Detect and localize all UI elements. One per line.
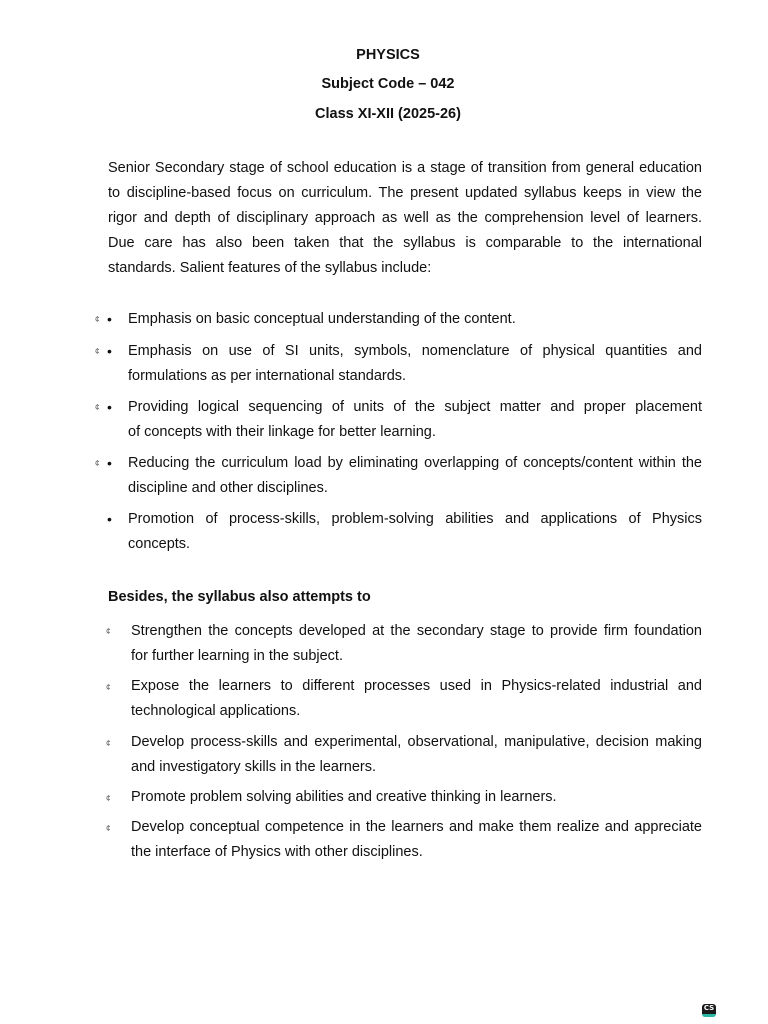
subject-code: Subject Code – 042: [321, 76, 455, 92]
bullet-icon: •: [107, 311, 112, 327]
aim-line: the interface of Physics with other disciplines.: [131, 844, 423, 860]
stray-mark: ¢: [106, 627, 111, 636]
feature-line: discipline and other disciplines.: [128, 480, 328, 496]
aim-line: technological applications.: [131, 703, 301, 719]
bullet-icon: •: [107, 343, 112, 359]
feature-item: [128, 507, 702, 557]
bullet-icon: •: [107, 511, 112, 527]
feature-item: [128, 339, 702, 389]
aim-line: Develop conceptual competence in the learners and make them realize and appreciate: [131, 819, 702, 835]
aim-line: Develop process-skills and experimental, observational, manipulative, decision making: [131, 734, 702, 750]
bullet-icon: •: [107, 455, 112, 471]
feature-item: [128, 395, 702, 445]
aims-heading: Besides, the syllabus also attempts to: [108, 589, 371, 605]
aim-item: [131, 785, 702, 810]
feature-line: Emphasis on basic conceptual understanding of the content.: [128, 311, 516, 327]
stray-mark: ¢: [95, 347, 100, 356]
class-range: Class XI-XII (2025-26): [315, 106, 461, 122]
aim-line: and investigatory skills in the learners.: [131, 759, 377, 775]
feature-line: Providing logical sequencing of units of the subject matter and proper placement: [128, 399, 702, 415]
aim-item: [131, 674, 702, 724]
stray-mark: ¢: [106, 683, 111, 692]
feature-line: formulations as per international standards.: [128, 368, 407, 384]
intro-line: Due care has also been taken that the syllabus is comparable to the international: [108, 235, 702, 251]
stray-mark: ¢: [106, 794, 111, 803]
feature-line: of concepts with their linkage for better learning.: [128, 424, 436, 440]
aim-item: [131, 619, 702, 669]
bullet-icon: •: [107, 399, 112, 415]
feature-item: [128, 451, 702, 501]
stray-mark: ¢: [95, 315, 100, 324]
feature-line: Reducing the curriculum load by eliminating overlapping of concepts/content within the: [128, 455, 702, 471]
feature-line: Promotion of process-skills, problem-solving abilities and applications of Physics: [128, 511, 702, 527]
camscanner-badge-icon: CS: [702, 1004, 716, 1017]
stray-mark: ¢: [95, 403, 100, 412]
intro-line: to discipline-based focus on curriculum. The present updated syllabus keeps in view the: [108, 185, 702, 201]
intro-line: Senior Secondary stage of school education is a stage of transition from general education: [108, 160, 702, 176]
intro-line: standards. Salient features of the syllabus include:: [108, 260, 432, 276]
aim-line: Promote problem solving abilities and creative thinking in learners.: [131, 789, 557, 805]
aim-line: Expose the learners to different processes used in Physics-related industrial and: [131, 678, 702, 694]
feature-line: Emphasis on use of SI units, symbols, nomenclature of physical quantities and: [128, 343, 702, 359]
stray-mark: ¢: [95, 459, 100, 468]
aim-item: [131, 730, 702, 780]
aim-item: [131, 815, 702, 865]
aim-line: Strengthen the concepts developed at the secondary stage to provide firm foundation: [131, 623, 702, 639]
stray-mark: ¢: [106, 739, 111, 748]
intro-line: rigor and depth of disciplinary approach as well as the comprehension level of learners.: [108, 210, 702, 226]
intro-paragraph: [108, 156, 702, 281]
subject-title: PHYSICS: [356, 47, 420, 63]
feature-line: concepts.: [128, 536, 191, 552]
stray-mark: ¢: [106, 824, 111, 833]
aim-line: for further learning in the subject.: [131, 648, 343, 664]
feature-item: [128, 307, 702, 332]
